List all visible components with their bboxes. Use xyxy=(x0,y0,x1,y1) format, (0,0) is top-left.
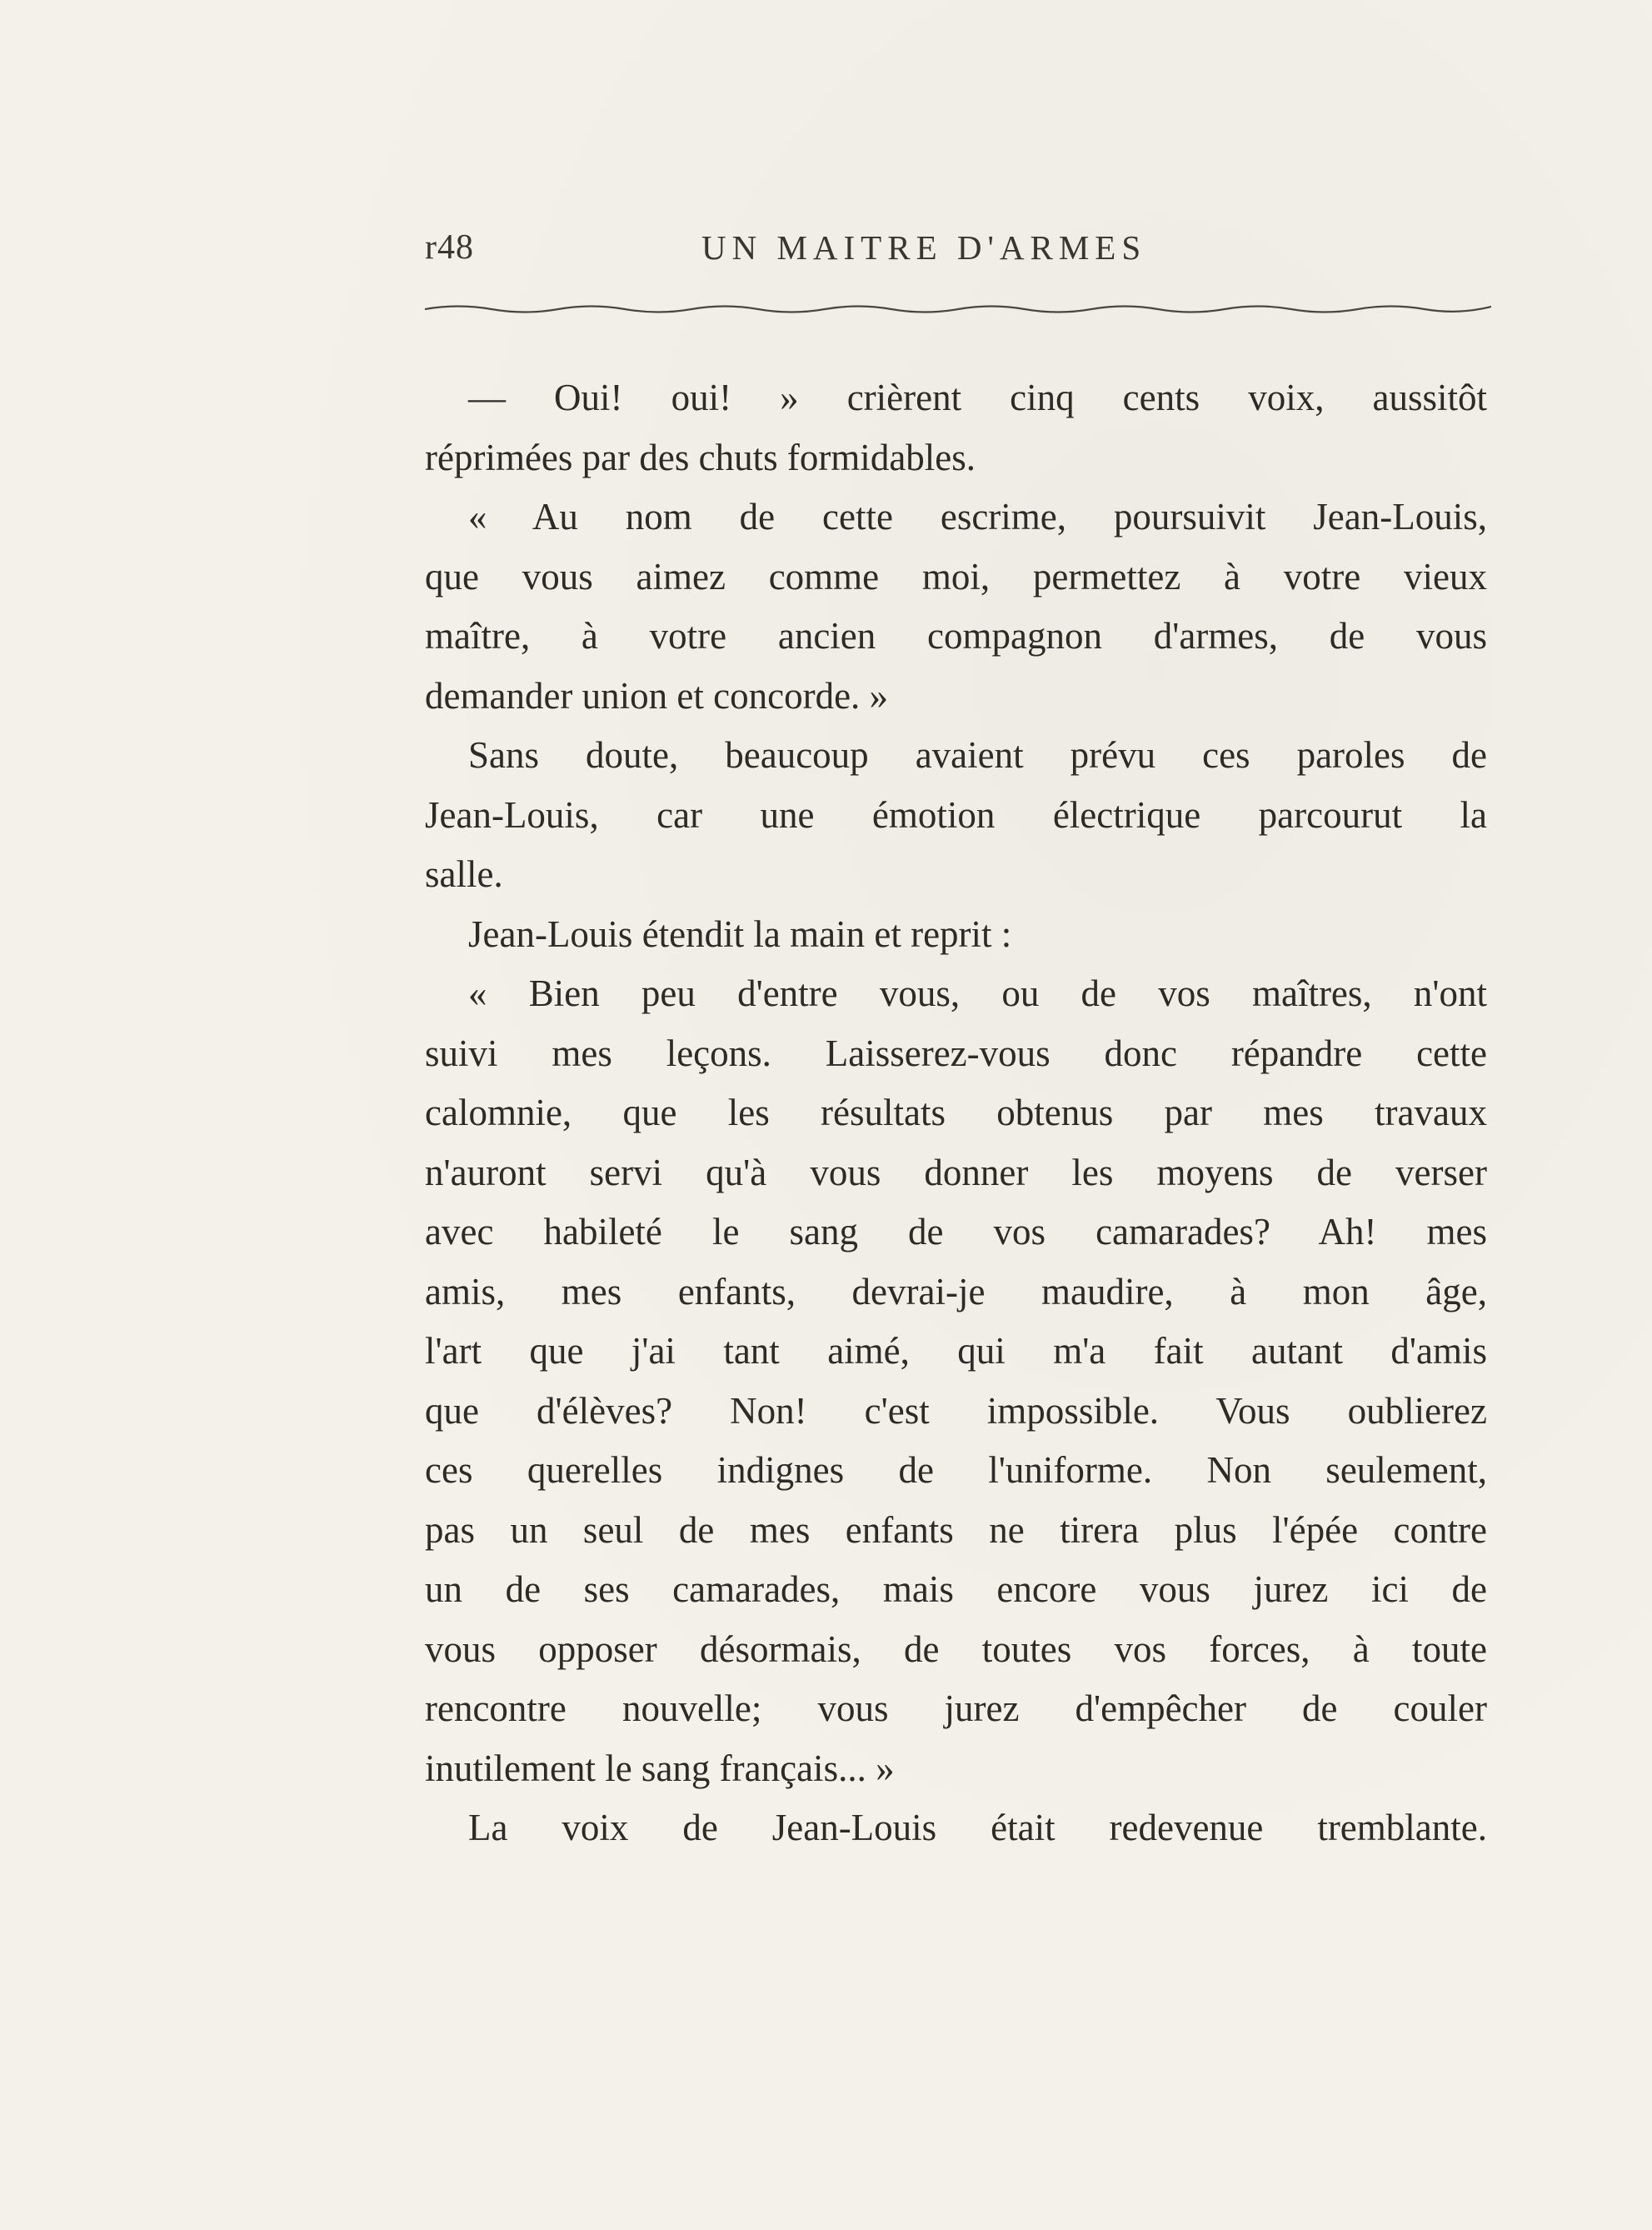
running-head xyxy=(425,228,1491,278)
text-line: vous opposer désormais, de toutes vos forces, à toute xyxy=(425,1628,1487,1670)
text-line: amis, mes enfants, devrai-je maudire, à mon âge, xyxy=(425,1270,1487,1312)
text-line: La voix de Jean-Louis était redevenue tremblante. xyxy=(468,1807,1487,1848)
text-line: « Bien peu d'entre vous, ou de vos maîtres, n'ont xyxy=(468,972,1487,1014)
page-number: r48 xyxy=(425,228,474,267)
text-line: calomnie, que les résultats obtenus par mes travaux xyxy=(425,1092,1487,1133)
text-line: « Au nom de cette escrime, poursuivit Jean-Louis, xyxy=(468,496,1487,538)
text-line: Jean-Louis étendit la main et reprit : xyxy=(468,912,1012,955)
text-line: salle. xyxy=(425,853,503,895)
text-line: réprimées par des chuts formidables. xyxy=(425,436,976,478)
text-line: inutilement le sang français... » xyxy=(425,1747,895,1789)
text-line: rencontre nouvelle; vous jurez d'empêcher de couler xyxy=(425,1688,1487,1729)
text-line: Sans doute, beaucoup avaient prévu ces paroles de xyxy=(468,734,1487,776)
text-line: l'art que j'ai tant aimé, qui m'a fait autant d'amis xyxy=(425,1330,1487,1372)
text-line: avec habileté le sang de vos camarades? Ah! mes xyxy=(425,1211,1487,1252)
running-title: UN MAITRE D'ARMES xyxy=(701,228,1147,267)
text-line: Jean-Louis, car une émotion électrique parcourut la xyxy=(425,793,1487,836)
body-text xyxy=(425,368,1487,1858)
text-line: demander union et concorde. » xyxy=(425,674,889,717)
text-line: n'auront servi qu'à vous donner les moyens de verser xyxy=(425,1151,1487,1193)
text-line: que d'élèves? Non! c'est impossible. Vous oublierez xyxy=(425,1389,1487,1432)
text-line: ces querelles indignes de l'uniforme. Non seulement, xyxy=(425,1449,1487,1491)
text-line: maître, à votre ancien compagnon d'armes, de vous xyxy=(425,615,1487,657)
text-line: pas un seul de mes enfants ne tirera plus l'épée contre xyxy=(425,1508,1487,1551)
wavy-rule xyxy=(425,303,1491,315)
text-line: un de ses camarades, mais encore vous jurez ici de xyxy=(425,1568,1487,1610)
text-line: — Oui! oui! » crièrent cinq cents voix, aussitôt xyxy=(468,377,1487,418)
text-line: suivi mes leçons. Laisserez-vous donc répandre cette xyxy=(425,1032,1487,1074)
wavy-rule-line xyxy=(425,307,1491,312)
text-line: que vous aimez comme moi, permettez à votre vieux xyxy=(425,555,1487,598)
